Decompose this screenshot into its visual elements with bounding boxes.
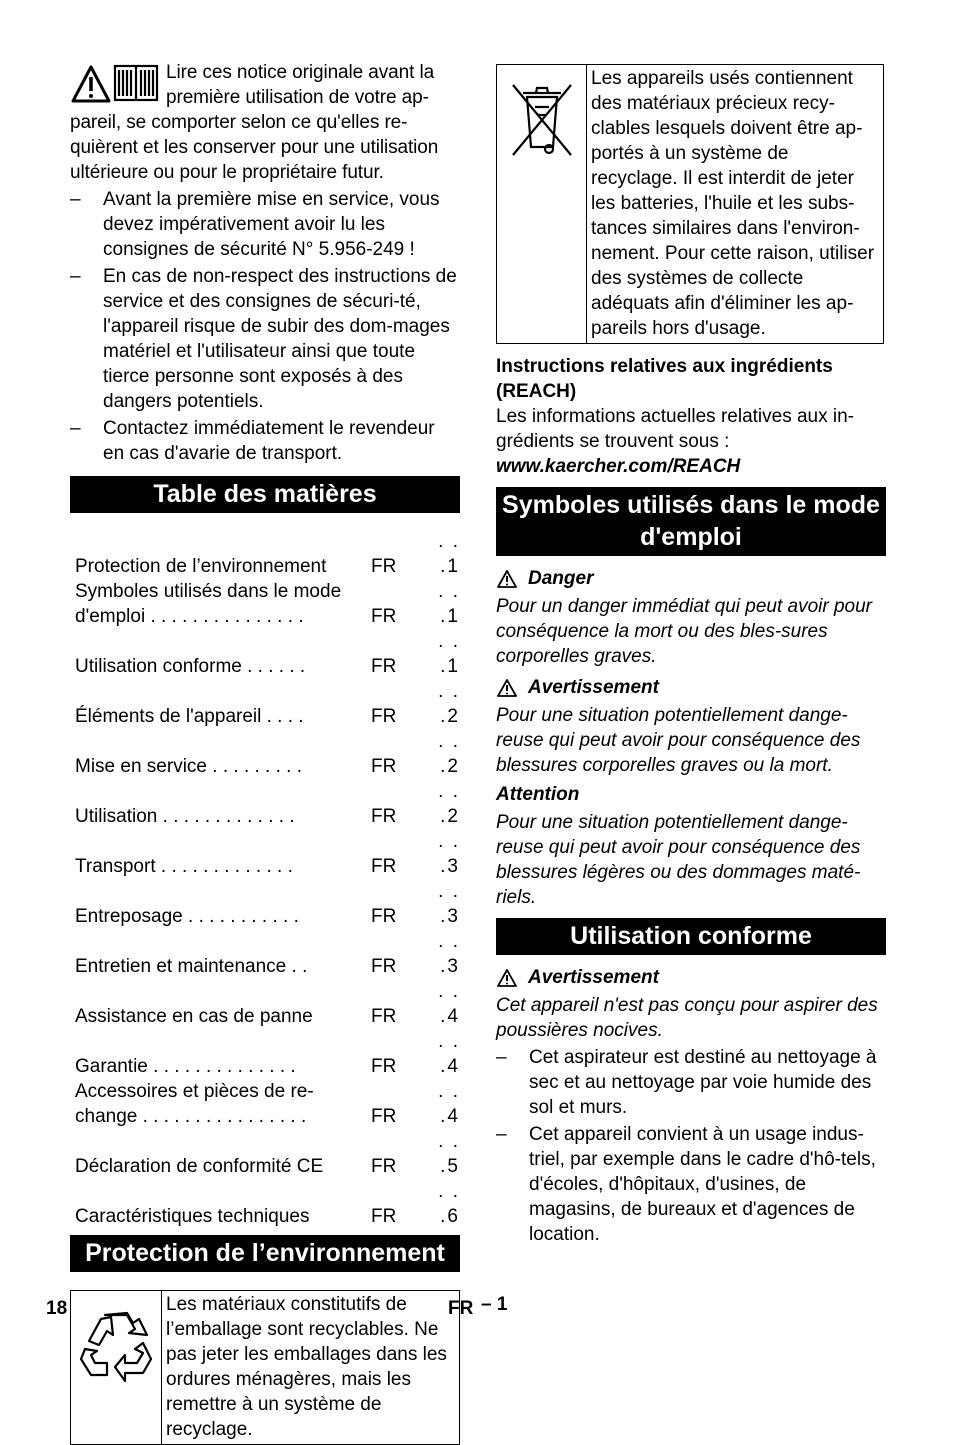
toc-entry[interactable]: Mise en service . . . . . . . . . FR . . .2 [75, 731, 460, 777]
warning-text: Pour une situation potentiellement dange-reuse qui peut avoir pour conséquence des blessures corporelles graves ou la mort. [496, 705, 861, 776]
toc-entry[interactable]: Entretien et maintenance . . FR . . .3 [75, 931, 460, 977]
toc-entry[interactable]: Déclaration de conformité CE FR . . .5 [75, 1131, 460, 1177]
symbols-title: Symboles utilisés dans le mode d'emploi [496, 487, 886, 556]
toc-entry[interactable]: Transport . . . . . . . . . . . . . FR . . .3 [75, 831, 460, 877]
warning-icon [496, 968, 518, 988]
recycle-icon [71, 1291, 162, 1444]
toc-entry[interactable]: Symboles utilisés dans le mode d'emploi . . . . . . . . . . . . . . . FR . . .1 [75, 581, 460, 627]
table-of-contents [75, 529, 460, 1229]
toc-title: Table des matières [70, 476, 460, 513]
intro-block [70, 60, 460, 466]
toc-entry[interactable]: Entreposage . . . . . . . . . . . FR . . .3 [75, 881, 460, 927]
usage-warning-text: Cet appareil n'est pas conçu pour aspirer des poussières nocives. [496, 995, 878, 1041]
toc-entry[interactable]: Assistance en cas de panne FR . . .4 [75, 981, 460, 1027]
list-item: – Cet appareil convient à un usage indus-triel, par exemple dans le cadre d'hô-tels, d'écoles, d'hôpitaux, d'usines, de magasins, de bureaux et d'agences de location. [496, 1124, 876, 1245]
left-column [70, 60, 460, 1445]
crossed-bin-icon [497, 65, 587, 343]
footer-lang: FR [448, 1298, 474, 1319]
intro-text: Lire ces notice originale avant la première utilisation de votre ap-pareil, se comporter selon ce qu'elles re-quièrent et les conserver pour une utilisation ultérieure ou pour le propriétaire futur. [70, 62, 439, 183]
weee-text: Les appareils usés contiennent des matériaux précieux recy-clables lesquels doivent être ap-portés à un système de recyclage. Il est interdit de jeter les batteries, l'huile et les subs-tances similaires dans l'environ-nement. Pour cette raison, utiliser des systèmes de collecte adéquats afin d'éliminer les ap-pareils hors d'usage. [591, 68, 875, 339]
recycle-text: Les matériaux constitutifs de l’emballage sont recyclables. Ne pas jeter les emballages dans les ordures ménagères, mais les remettre à un système de recyclage. [166, 1294, 447, 1440]
footer-subpage: – 1 [481, 1294, 508, 1315]
usage-bullets [496, 1045, 886, 1247]
warning-heading: Avertissement [496, 675, 886, 700]
danger-text: Pour un danger immédiat qui peut avoir pour conséquence la mort ou des bles-sures corporelles graves. [496, 596, 873, 667]
toc-entry[interactable]: Utilisation conforme . . . . . . FR . . .1 [75, 631, 460, 677]
warning-icon [496, 569, 518, 589]
danger-heading: Danger [496, 566, 886, 591]
list-item: – Cet aspirateur est destiné au nettoyage à sec et au nettoyage par voie humide des sol et murs. [496, 1047, 877, 1118]
recycle-box [70, 1290, 460, 1445]
intro-bullets [70, 187, 460, 466]
caution-heading: Attention [496, 784, 580, 805]
page-number: 18 [46, 1298, 68, 1319]
warning-icon [73, 67, 109, 101]
weee-box [496, 64, 884, 344]
manual-book-icon [115, 66, 157, 100]
usage-warning-heading: Avertissement [496, 965, 886, 990]
toc-entry[interactable]: Utilisation . . . . . . . . . . . . . FR . . .2 [75, 781, 460, 827]
usage-title: Utilisation conforme [496, 918, 886, 955]
toc-entry[interactable]: Accessoires et pièces de re-change . . . . . . . . . . . . . . . . FR . . .4 [75, 1081, 460, 1127]
reach-heading: Instructions relatives aux ingrédients (REACH) [496, 356, 833, 402]
reach-text: Les informations actuelles relatives aux in-grédients se trouvent sous : [496, 406, 855, 452]
warning-and-manual-icons [70, 62, 160, 104]
toc-entry[interactable]: Garantie . . . . . . . . . . . . . . FR . . .4 [75, 1031, 460, 1077]
right-column [496, 64, 886, 1249]
environment-title: Protection de l’environnement [70, 1235, 460, 1272]
toc-entry[interactable]: Caractéristiques techniques FR . . .6 [75, 1181, 460, 1227]
toc-entry[interactable]: Éléments de l'appareil . . . . FR . . .2 [75, 681, 460, 727]
caution-text: Pour une situation potentiellement dange-reuse qui peut avoir pour conséquence des blessures légères ou des dommages maté-riels. [496, 812, 861, 908]
toc-entry[interactable]: Protection de l’environnement FR . . .1 [75, 531, 460, 577]
reach-link[interactable]: www.kaercher.com/REACH [496, 456, 741, 477]
warning-icon [496, 678, 518, 698]
list-item: – Contactez immédiatement le revendeur en cas d'avarie de transport. [70, 418, 435, 464]
list-item: – Avant la première mise en service, vous devez impérativement avoir lu les consignes de sécurité N° 5.956-249 ! [70, 189, 440, 260]
list-item: – En cas de non-respect des instructions de service et des consignes de sécuri-té, l'appareil risque de subir des dom-mages matériel et l'utilisateur ainsi que toute tierce personne sont exposés à des dangers potentiels. [70, 266, 457, 412]
